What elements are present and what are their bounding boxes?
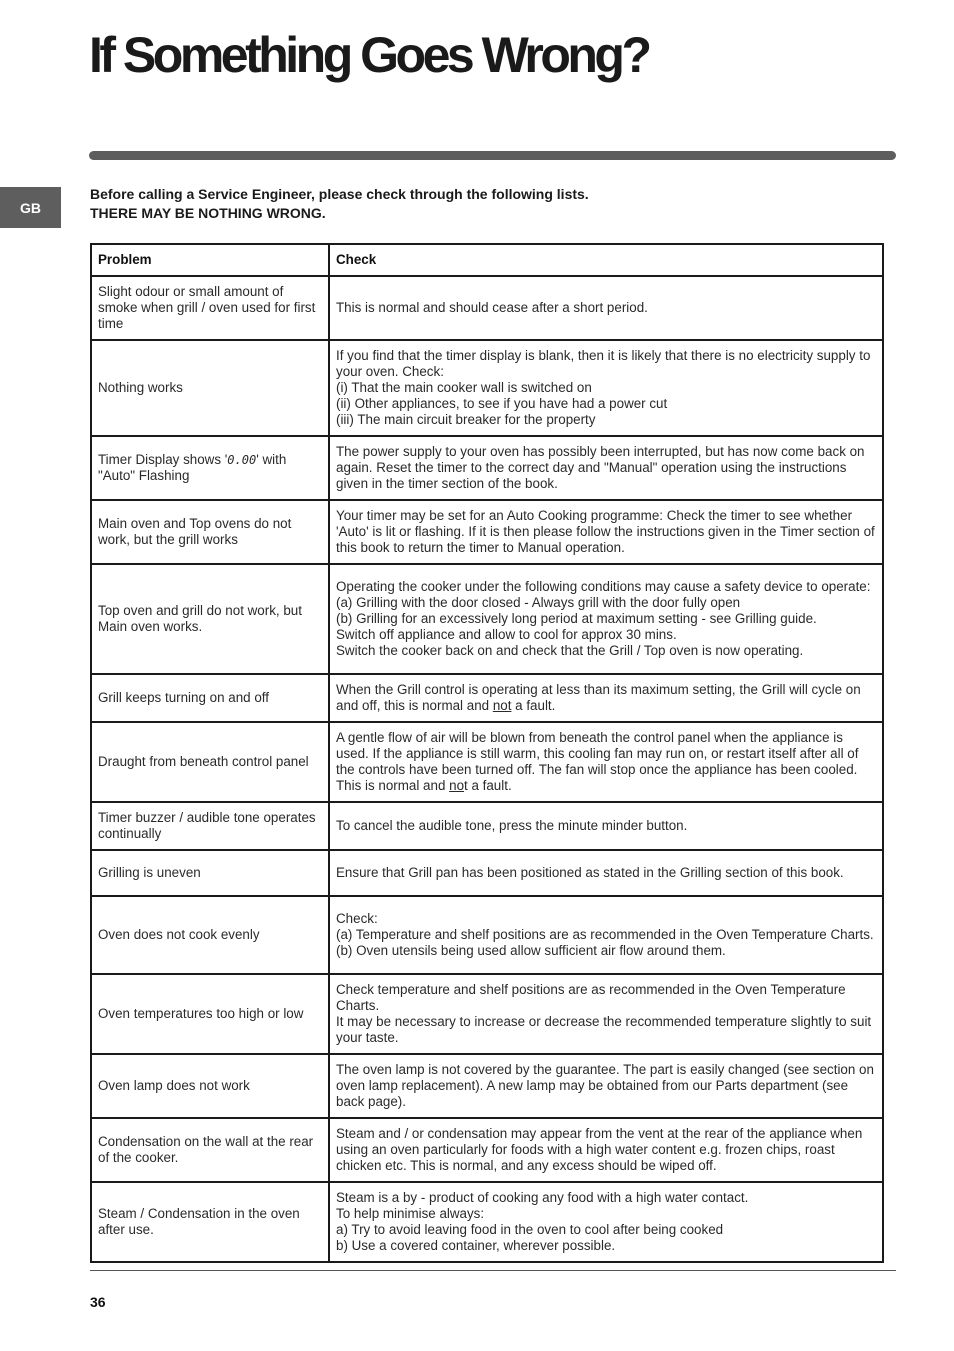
check-line: Check: xyxy=(336,911,378,926)
check-cell xyxy=(329,722,883,802)
check-line: To cancel the audible tone, press the minute minder button. xyxy=(336,818,688,833)
table-row xyxy=(91,564,883,674)
check-line: (i) That the main cooker wall is switched on xyxy=(336,380,592,395)
check-text-underlined: not xyxy=(492,698,512,713)
check-line: (a) Temperature and shelf positions are as recommended in the Oven Temperature Charts. xyxy=(336,927,874,942)
problem-cell: Timer buzzer / audible tone operates continually xyxy=(91,802,329,850)
table-row xyxy=(91,500,883,564)
footer-divider xyxy=(90,1270,896,1271)
problem-cell: Condensation on the wall at the rear of the cooker. xyxy=(91,1118,329,1182)
table-row xyxy=(91,722,883,802)
intro-text xyxy=(90,185,589,223)
timer-display-value: 0.00 xyxy=(227,453,257,467)
problem-text-before: Timer Display shows ' xyxy=(98,452,228,467)
check-cell xyxy=(329,674,883,722)
page-number: 36 xyxy=(90,1294,106,1310)
problem-cell: Oven lamp does not work xyxy=(91,1054,329,1118)
table-row xyxy=(91,436,883,500)
check-line: If you find that the timer display is blank, then it is likely that there is no electricity supply to your oven. Check: xyxy=(336,348,871,379)
title-divider xyxy=(89,151,896,160)
check-line: Switch the cooker back on and check that the Grill / Top oven is now operating. xyxy=(336,643,804,658)
check-cell xyxy=(329,974,883,1054)
check-line: (b) Oven utensils being used allow sufficient air flow around them. xyxy=(336,943,726,958)
table-row xyxy=(91,802,883,850)
check-line: Steam and / or condensation may appear from the vent at the rear of the appliance when using an oven particularly for foods with a high water content e.g. frozen chips, roast chicken etc. This is normal, and any excess should be wiped off. xyxy=(336,1126,863,1173)
check-cell xyxy=(329,850,883,896)
table-row xyxy=(91,896,883,974)
problem-cell: Oven temperatures too high or low xyxy=(91,974,329,1054)
problem-header: Problem xyxy=(91,244,329,276)
check-cell xyxy=(329,802,883,850)
table-header-row xyxy=(91,244,883,276)
table-row xyxy=(91,1054,883,1118)
problem-cell: Steam / Condensation in the oven after use. xyxy=(91,1182,329,1262)
check-line: Your timer may be set for an Auto Cooking programme: Check the timer to see whether 'Auto' is lit or flashing. If it is then please follow the instructions given in the Timer section of this book to return the timer to Manual operation. xyxy=(336,508,875,555)
problem-cell: Nothing works xyxy=(91,340,329,436)
check-line: This is normal and should cease after a short period. xyxy=(336,300,648,315)
check-cell xyxy=(329,896,883,974)
problem-cell: Oven does not cook evenly xyxy=(91,896,329,974)
check-line: To help minimise always: xyxy=(336,1206,485,1221)
check-line: Check temperature and shelf positions are as recommended in the Oven Temperature Charts. xyxy=(336,982,846,1013)
problem-cell: Draught from beneath control panel xyxy=(91,722,329,802)
intro-line-2: THERE MAY BE NOTHING WRONG. xyxy=(90,205,326,221)
problem-cell: Slight odour or small amount of smoke when grill / oven used for first time xyxy=(91,276,329,340)
language-tab: GB xyxy=(0,187,61,228)
problem-cell: Grilling is uneven xyxy=(91,850,329,896)
check-text-after: a fault. xyxy=(511,698,556,713)
check-line: (b) Grilling for an excessively long period at maximum setting - see Grilling guide. xyxy=(336,611,817,626)
check-line: (ii) Other appliances, to see if you have had a power cut xyxy=(336,396,668,411)
table-row xyxy=(91,674,883,722)
table-row xyxy=(91,850,883,896)
check-cell xyxy=(329,1182,883,1262)
page-title: If Something Goes Wrong? xyxy=(89,27,649,83)
check-header: Check xyxy=(329,244,883,276)
check-line: Switch off appliance and allow to cool for approx 30 mins. xyxy=(336,627,677,642)
check-line: Ensure that Grill pan has been positioned as stated in the Grilling section of this book. xyxy=(336,865,844,880)
check-text-after: t a fault. xyxy=(464,778,512,793)
troubleshooting-table xyxy=(90,243,884,1263)
check-line: a) Try to avoid leaving food in the oven to cool after being cooked xyxy=(336,1222,724,1237)
check-line: Steam is a by - product of cooking any food with a high water contact. xyxy=(336,1190,749,1205)
check-cell xyxy=(329,340,883,436)
check-cell xyxy=(329,1118,883,1182)
check-cell xyxy=(329,436,883,500)
table-row xyxy=(91,276,883,340)
table-row xyxy=(91,1182,883,1262)
check-line: The power supply to your oven has possibly been interrupted, but has now come back on again. Reset the timer to the correct day and "Manual" operation using the instructions given in the timer section of the book. xyxy=(336,444,865,491)
check-text-underlined: no xyxy=(449,778,465,793)
problem-cell xyxy=(91,436,329,500)
check-line: The oven lamp is not covered by the guarantee. The part is easily changed (see section on oven lamp replacement). A new lamp may be obtained from our Parts department (see back page). xyxy=(336,1062,874,1109)
check-line: (iii) The main circuit breaker for the property xyxy=(336,412,596,427)
check-cell xyxy=(329,1054,883,1118)
check-cell xyxy=(329,564,883,674)
check-line: It may be necessary to increase or decrease the recommended temperature slightly to suit your taste. xyxy=(336,1014,872,1045)
problem-cell: Main oven and Top ovens do not work, but the grill works xyxy=(91,500,329,564)
check-text-before: When the Grill control is operating at less than its maximum setting, the Grill will cycle on and off, this is normal and xyxy=(336,682,861,713)
check-cell xyxy=(329,500,883,564)
table-row xyxy=(91,974,883,1054)
check-text-before: A gentle flow of air will be blown from beneath the control panel when the appliance is used. If the appliance is still warm, this cooling fan may run on, or restart itself after all of the controls have been turned off. The fan will stop once the appliance has been cooled. This is normal and xyxy=(336,730,859,793)
check-cell xyxy=(329,276,883,340)
check-line: (a) Grilling with the door closed - Always grill with the door fully open xyxy=(336,595,741,610)
problem-text-after: ' with "Auto" Flashing xyxy=(98,452,287,483)
table-row xyxy=(91,1118,883,1182)
check-line: Operating the cooker under the following conditions may cause a safety device to operate: xyxy=(336,579,871,594)
problem-cell: Top oven and grill do not work, but Main oven works. xyxy=(91,564,329,674)
check-line: b) Use a covered container, wherever possible. xyxy=(336,1238,616,1253)
table-row xyxy=(91,340,883,436)
intro-line-1: Before calling a Service Engineer, please check through the following lists. xyxy=(90,186,589,202)
problem-cell: Grill keeps turning on and off xyxy=(91,674,329,722)
